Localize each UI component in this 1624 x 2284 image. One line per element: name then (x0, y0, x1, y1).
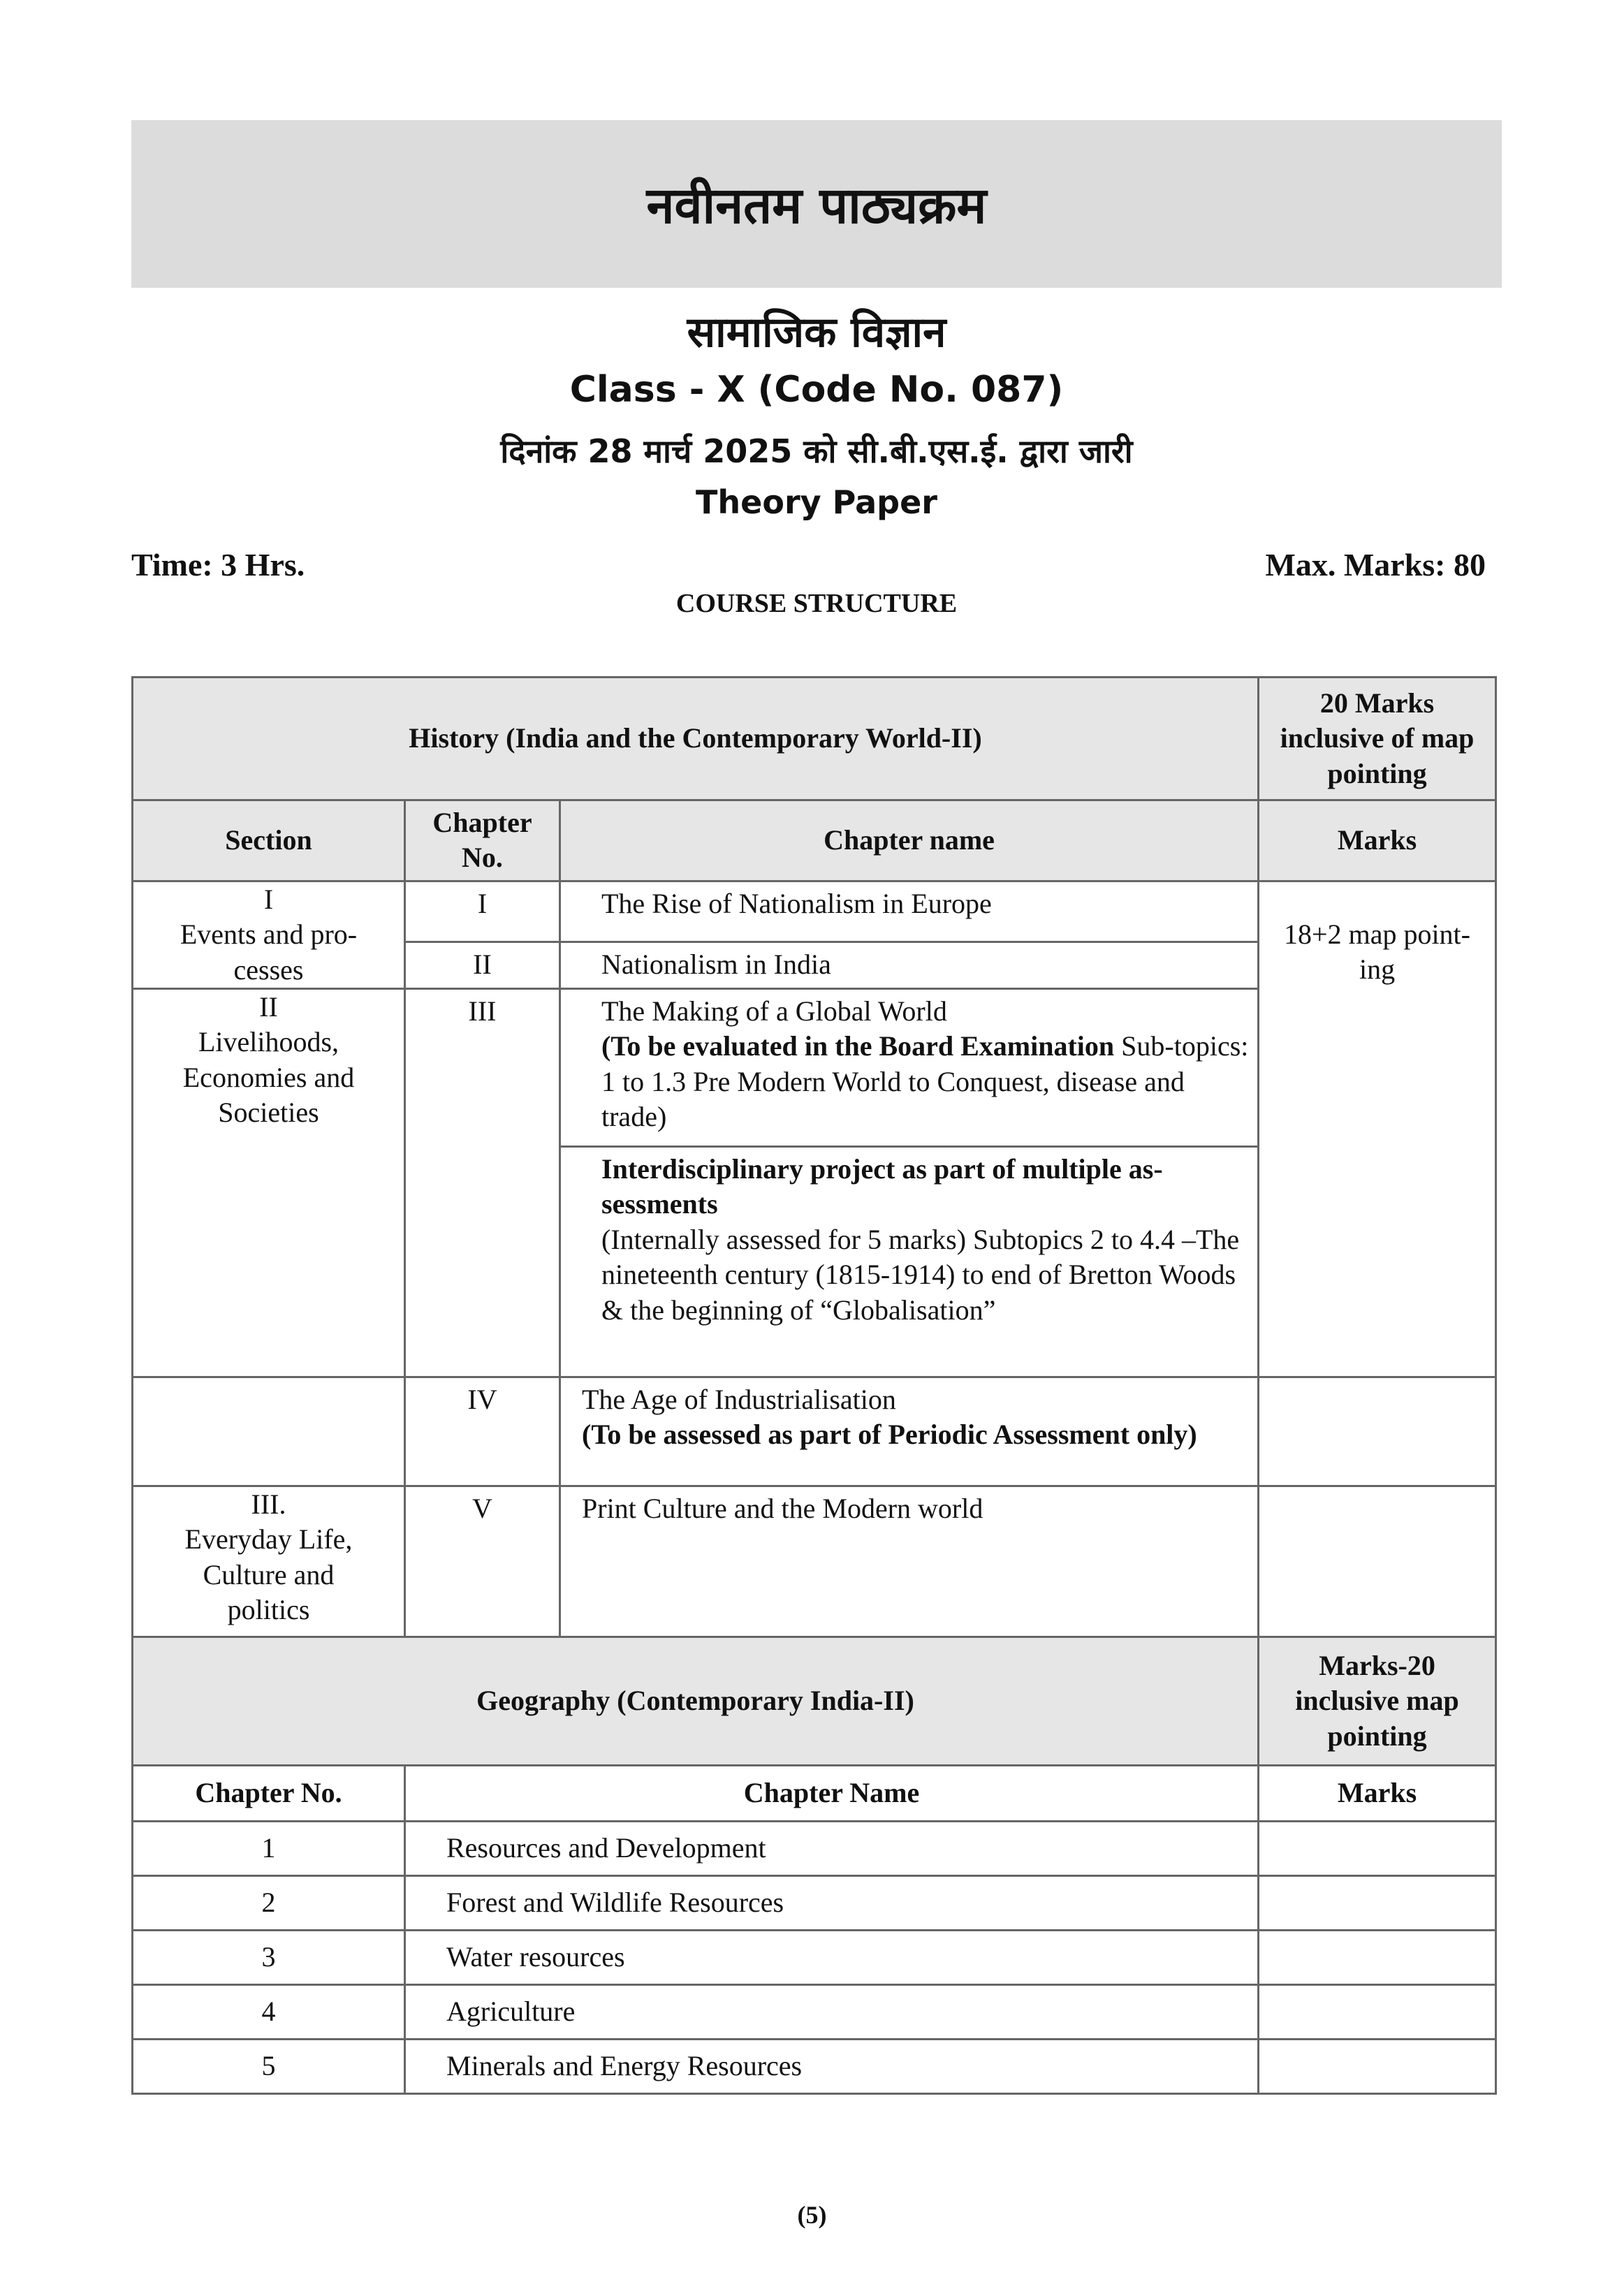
page-number: (5) (797, 2201, 827, 2229)
col-marks: Marks (1259, 800, 1496, 881)
project-cell (560, 1146, 1259, 1377)
chapter-name: Minerals and Energy Resources (405, 2039, 1259, 2093)
chapter-no: 1 (133, 1821, 405, 1875)
geography-marks-note: Marks-20 inclusive map pointing (1259, 1637, 1496, 1765)
chapter-no: 3 (133, 1930, 405, 1984)
empty-marks-cell (1259, 2039, 1496, 2093)
class-code-line: Class - X (Code No. 087) (569, 369, 1064, 411)
history-header-row (133, 678, 1496, 800)
chapter-name: The Rise of Nationalism in Europe (560, 881, 1259, 942)
empty-marks-cell (1259, 1984, 1496, 2039)
history-column-header-row (133, 800, 1496, 881)
chapter-no: I (405, 881, 560, 942)
section-1-label: I Events and pro- cesses (133, 881, 405, 988)
chapter-name: Forest and Wildlife Resources (405, 1875, 1259, 1930)
chapter-no: III (405, 988, 560, 1377)
table-row (133, 1377, 1496, 1486)
table-row (133, 1486, 1496, 1637)
col-chapter-name: Chapter name (560, 800, 1259, 881)
table-row (133, 2039, 1496, 2093)
chapter-no: 2 (133, 1875, 405, 1930)
section-2-label: II Livelihoods, Economies and Societies (133, 988, 405, 1377)
table-row (133, 1984, 1496, 2039)
chapter-name: Agriculture (405, 1984, 1259, 2039)
time-label: Time: 3 Hrs. (131, 547, 305, 583)
release-date-line: दिनांक 28 मार्च 2025 को सी.बी.एस.ई. द्वारा जारी (500, 432, 1133, 470)
chapter-name: Print Culture and the Modern world (560, 1486, 1259, 1637)
history-title: History (India and the Contemporary World-II) (133, 678, 1259, 800)
empty-marks-cell (1259, 1930, 1496, 1984)
col-chapter-no: Chapter No. (133, 1765, 405, 1821)
chapter-name: Resources and Development (405, 1821, 1259, 1875)
chapter-note-bold: (To be assessed as part of Periodic Assessment only) (582, 1419, 1197, 1451)
subject-title: सामाजिक विज्ञान (687, 308, 946, 357)
history-marks-note: 20 Marks inclusive of map pointing (1259, 678, 1496, 800)
geography-title: Geography (Contemporary India-II) (133, 1637, 1259, 1765)
chapter-name-cell (560, 1377, 1259, 1486)
project-title: Interdisciplinary project as part of multiple as-sessments (601, 1152, 1163, 1220)
chapter-name: The Making of a Global World (601, 995, 947, 1027)
chapter-no: 4 (133, 1984, 405, 2039)
title-banner (131, 120, 1502, 288)
section-3-label: III. Everyday Life, Culture and politics (133, 1486, 405, 1637)
course-structure-table (131, 676, 1497, 2095)
empty-marks-cell (1259, 1875, 1496, 1930)
history-marks-value: 18+2 map point-ing (1259, 881, 1496, 1377)
chapter-no: V (405, 1486, 560, 1637)
course-structure-heading: COURSE STRUCTURE (675, 589, 958, 618)
empty-marks-cell (1259, 1821, 1496, 1875)
table-row (133, 1930, 1496, 1984)
chapter-note: Sub-topics: 1 to 1.3 Pre Modern World to Conquest, disease and trade) (601, 1030, 1249, 1133)
chapter-no: II (405, 942, 560, 989)
table-row (133, 1875, 1496, 1930)
col-marks: Marks (1259, 1765, 1496, 1821)
col-section: Section (133, 800, 405, 881)
chapter-name-cell (560, 988, 1259, 1146)
geography-column-header-row (133, 1765, 1496, 1821)
empty-marks-cell (1259, 1486, 1496, 1637)
chapter-name: Water resources (405, 1930, 1259, 1984)
chapter-no: 5 (133, 2039, 405, 2093)
max-marks-label: Max. Marks: 80 (1265, 547, 1486, 583)
banner-title: नवीनतम पाठ्यक्रम (646, 176, 987, 235)
col-chapter-no: Chapter No. (405, 800, 560, 881)
theory-paper-label: Theory Paper (696, 483, 937, 521)
table-row (133, 1821, 1496, 1875)
empty-section-cell (133, 1377, 405, 1486)
chapter-no: IV (405, 1377, 560, 1486)
geography-header-row (133, 1637, 1496, 1765)
chapter-name: The Age of Industrialisation (582, 1383, 896, 1415)
table-row (133, 881, 1496, 942)
col-chapter-name: Chapter Name (405, 1765, 1259, 1821)
chapter-note-bold: (To be evaluated in the Board Examination (601, 1030, 1115, 1062)
chapter-name: Nationalism in India (560, 942, 1259, 989)
project-text: (Internally assessed for 5 marks) Subtopics 2 to 4.4 –The nineteenth century (1815-1914) to end of Bretton Woods & the beginning of “Globalisation” (601, 1223, 1240, 1326)
